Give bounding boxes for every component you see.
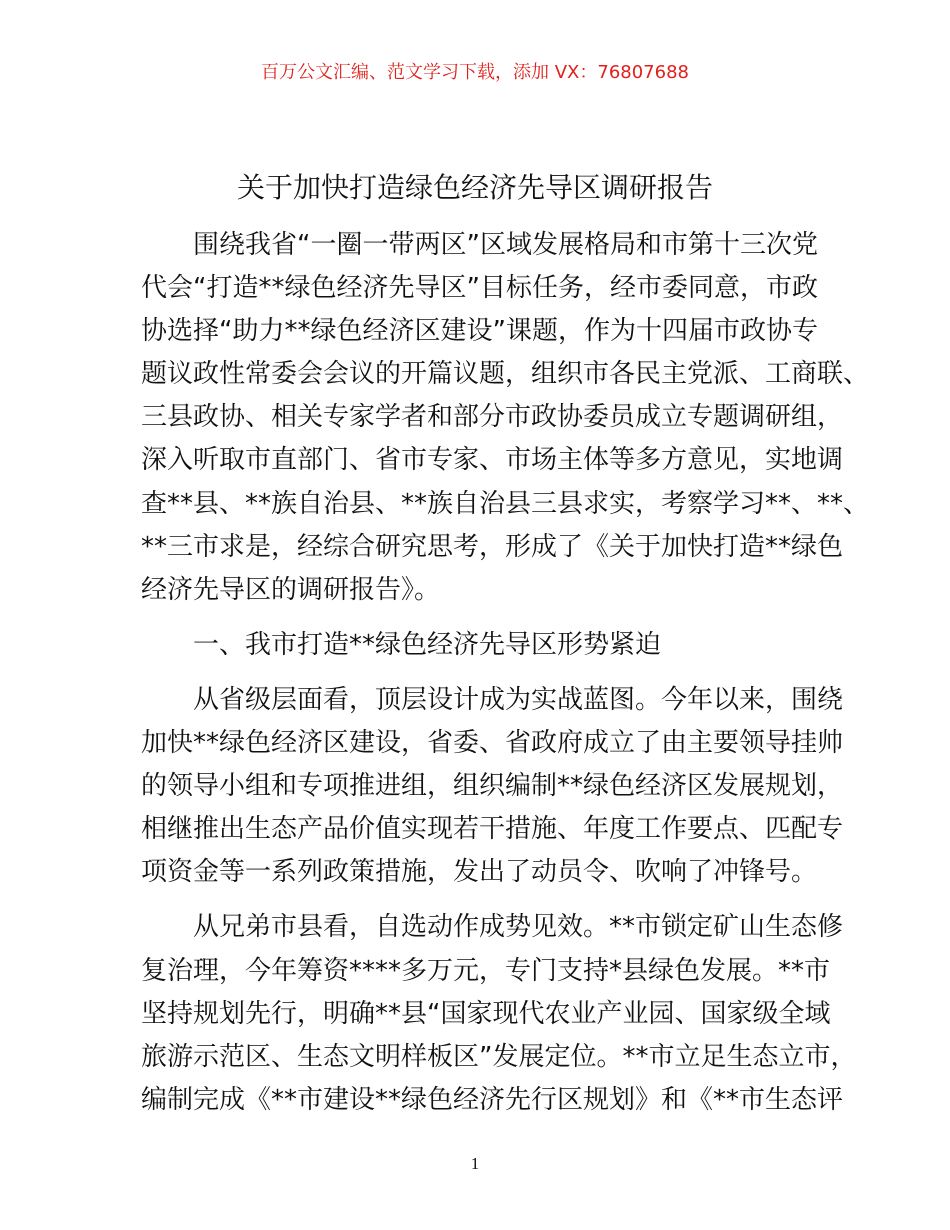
text-line: 查**县、**族自治县、**族自治县三县求实，考察学习**、**、 (141, 488, 870, 519)
section-heading (141, 624, 816, 667)
document-title: 关于加快打造绿色经济先导区调研报告 (236, 171, 713, 204)
text-line: 编制完成《**市建设**绿色经济先行区规划》和《**市生态评 (141, 1084, 844, 1115)
text-line: 从兄弟市县看，自选动作成势见效。**市锁定矿山生态修 (193, 912, 844, 943)
watermark-header: 百万公文汇编、范文学习下载，添加 VX：76807688 (261, 62, 689, 83)
text-line: 从省级层面看，顶层设计成为实战蓝图。今年以来，围绕 (193, 684, 844, 715)
text-line: 深入听取市直部门、省市专家、市场主体等多方意见，实地调 (141, 445, 844, 476)
text-line: 的领导小组和专项推进组，组织编制**绿色经济区发展规划， (141, 771, 844, 802)
text-line: 三县政协、相关专家学者和部分市政协委员成立专题调研组， (141, 402, 844, 433)
text-line: 协选择“助力**绿色经济区建设”课题，作为十四届市政协专 (141, 316, 818, 347)
text-line: 题议政性常委会会议的开篇议题，组织市各民主党派、工商联、 (141, 359, 870, 390)
text-line: 加快**绿色经济区建设，省委、省政府成立了由主要领导挂帅 (141, 728, 844, 759)
text-line: **三市求是，经综合研究思考，形成了《关于加快打造**绿色 (141, 531, 844, 562)
paragraph-provincial (141, 679, 844, 894)
text-line: 一、我市打造**绿色经济先导区形势紧迫 (193, 629, 662, 660)
text-line: 围绕我省“一圈一带两区”区域发展格局和市第十三次党 (193, 230, 818, 260)
page-number: 1 (470, 1154, 480, 1173)
text-line: 代会“打造**绿色经济先导区”目标任务，经市委同意，市政 (141, 273, 818, 304)
text-line: 旅游示范区、生态文明样板区”发展定位。**市立足生态立市， (141, 1041, 857, 1072)
document-body (141, 224, 870, 1134)
text-line: 坚持规划先行，明确**县“国家现代农业产业园、国家级全域 (141, 998, 831, 1029)
paragraph-sibling-cities (141, 906, 857, 1121)
text-line: 复治理，今年筹资****多万元，专门支持*县绿色发展。**市 (141, 955, 831, 986)
text-line: 经济先导区的调研报告》。 (141, 574, 441, 605)
text-line: 项资金等一系列政策措施，发出了动员令、吹响了冲锋号。 (141, 857, 818, 888)
paragraph-intro (141, 224, 870, 612)
text-line: 相继推出生态产品价值实现若干措施、年度工作要点、匹配专 (141, 814, 844, 845)
